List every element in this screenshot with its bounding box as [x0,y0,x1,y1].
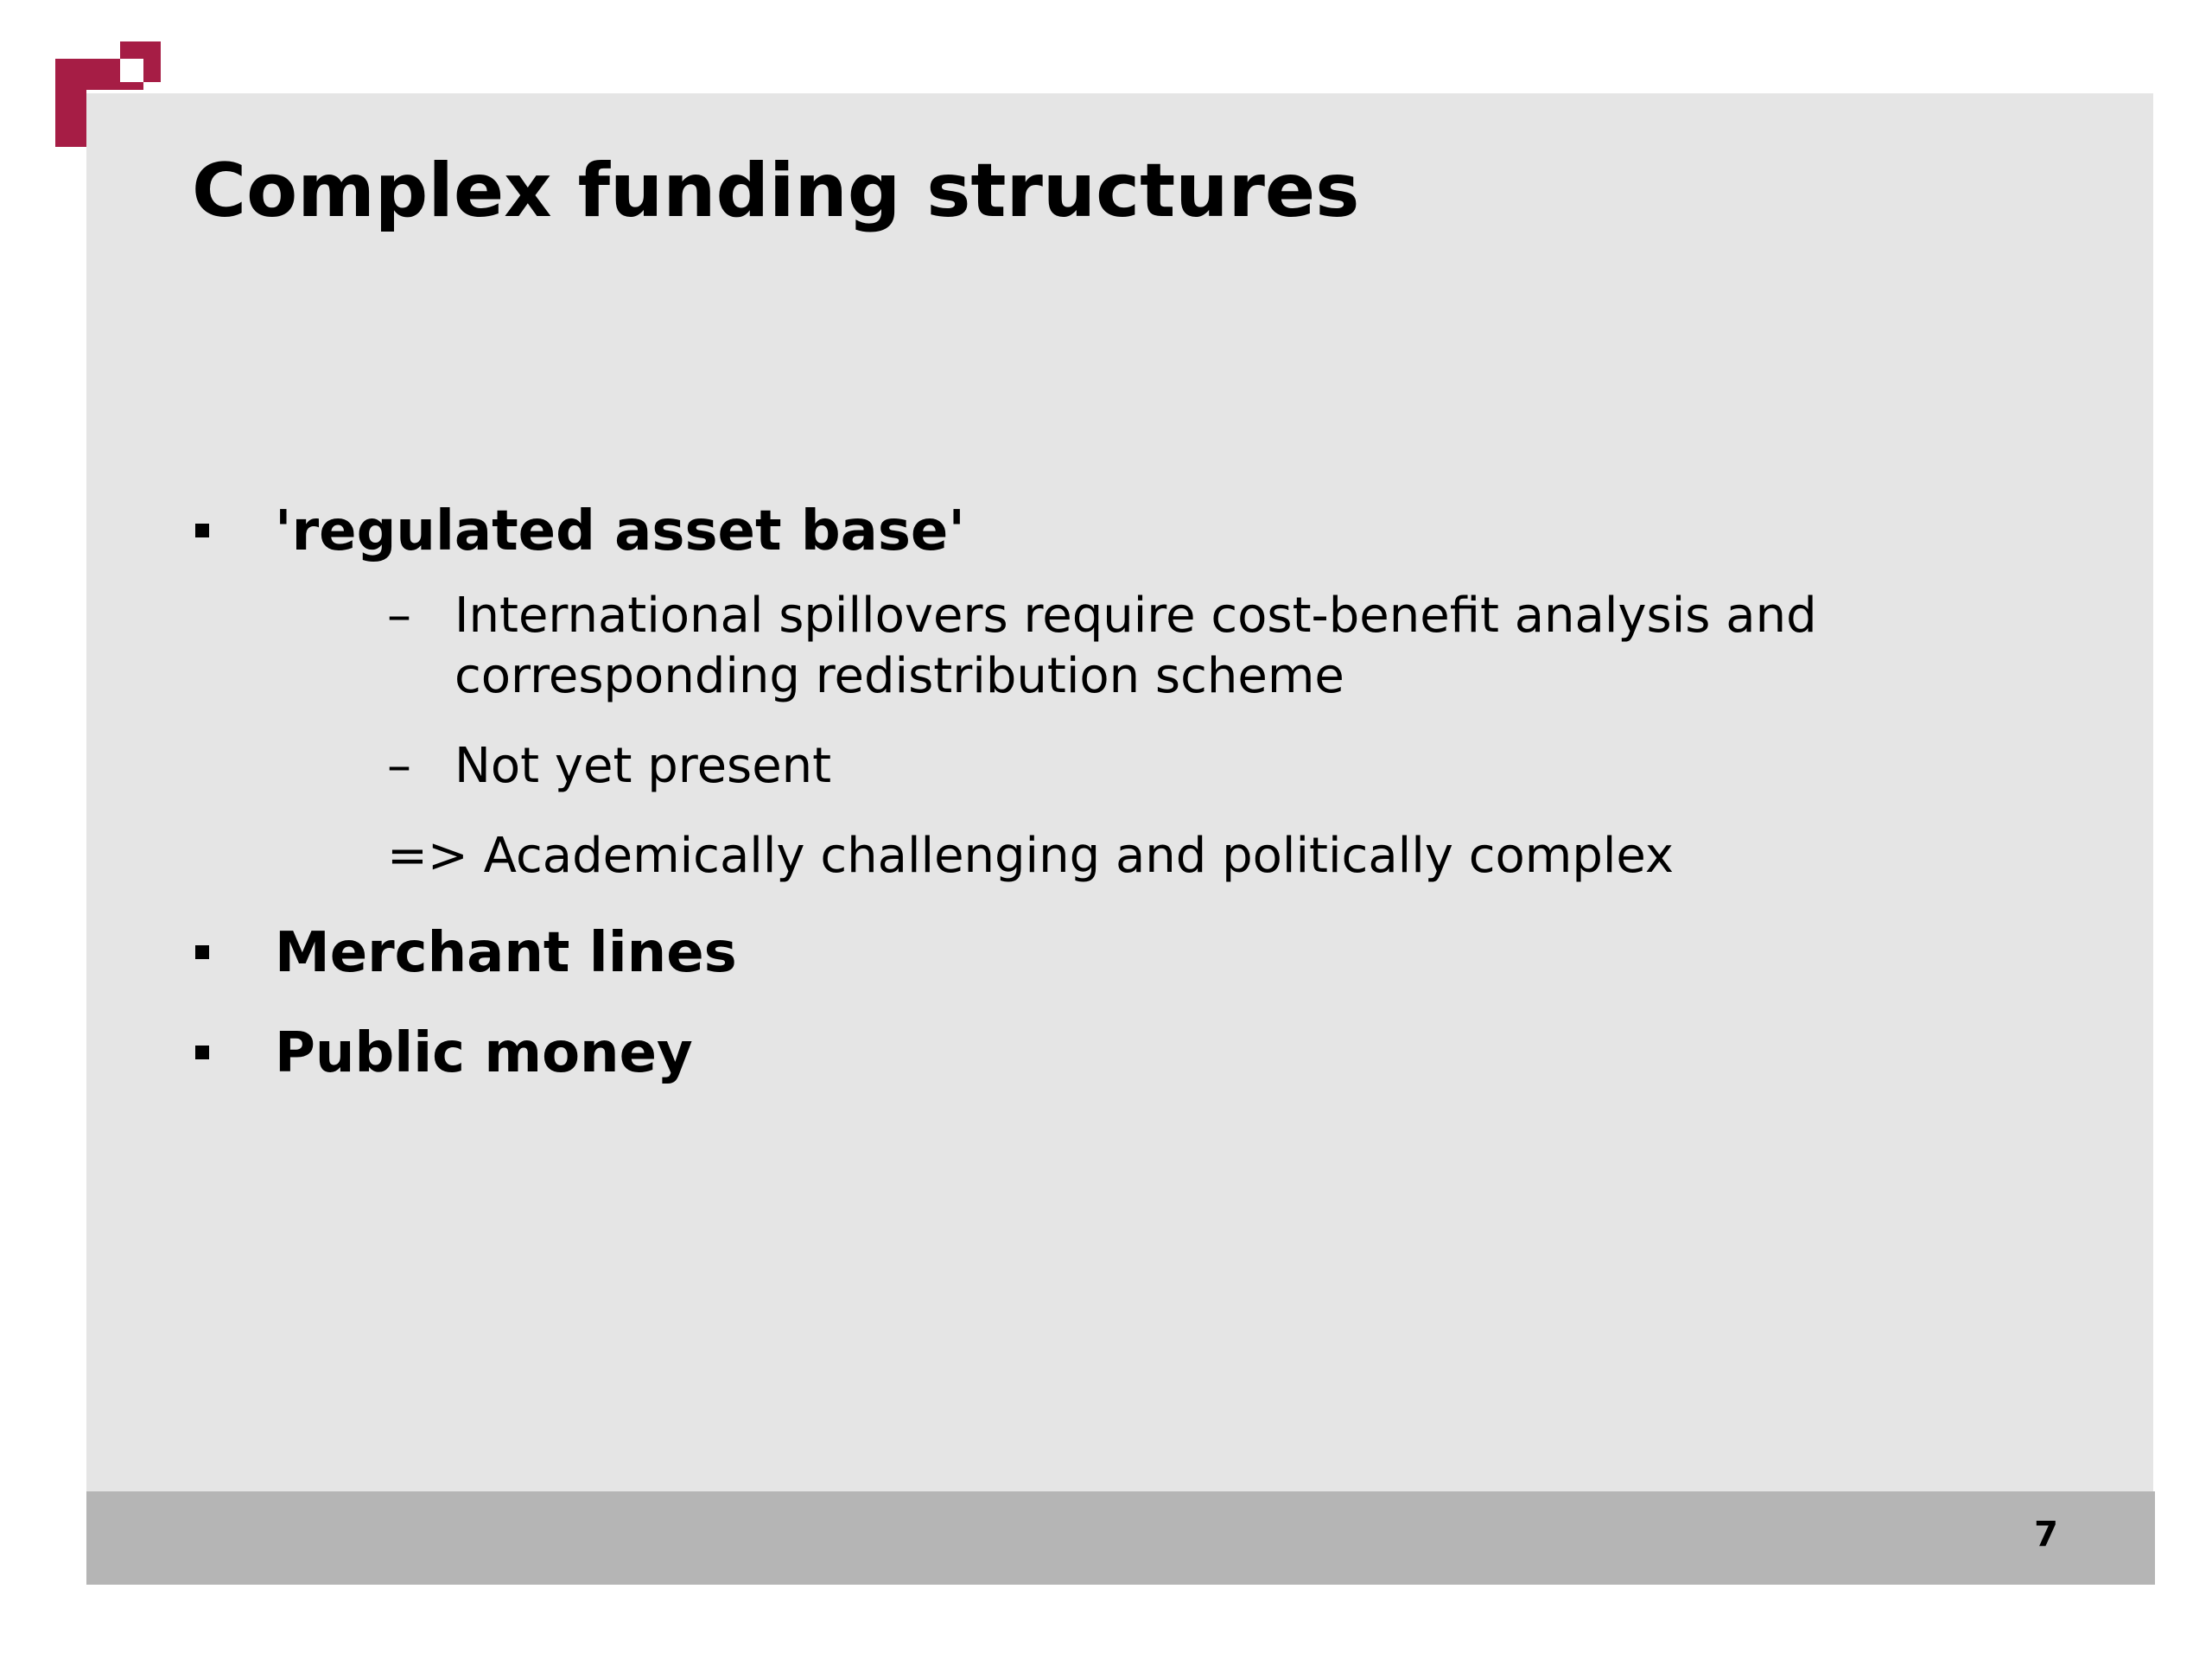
sub-item-line: International spillovers require cost-benefit analysis and [454,588,1817,644]
sub-item-international-spillovers [387,586,2041,707]
sub-item-line: Not yet present [454,738,832,794]
bullet-item-merchant-lines [192,919,2041,987]
bullet-label: Public money [275,1021,693,1085]
sub-list [275,586,2041,887]
bullet-label: 'regulated asset base' [275,499,965,563]
implication-text: => Academically challenging and politically complex [387,828,1675,884]
footer-bar [86,1491,2155,1585]
dash-bullet-icon: – [387,588,411,644]
page-number: 7 [2034,1515,2058,1554]
bullet-label: Merchant lines [275,921,737,985]
square-bullet-icon [195,945,209,959]
slide-title: Complex funding structures [192,148,1360,234]
sub-item-not-yet-present [387,736,2041,797]
square-bullet-icon [195,1046,209,1059]
sub-item-line: corresponding redistribution scheme [454,648,1344,704]
bullet-item-regulated-asset-base [192,498,2041,887]
slide-content [192,498,2041,1087]
bullet-item-public-money [192,1020,2041,1087]
dash-bullet-icon: – [387,738,411,794]
square-bullet-icon [195,524,209,537]
